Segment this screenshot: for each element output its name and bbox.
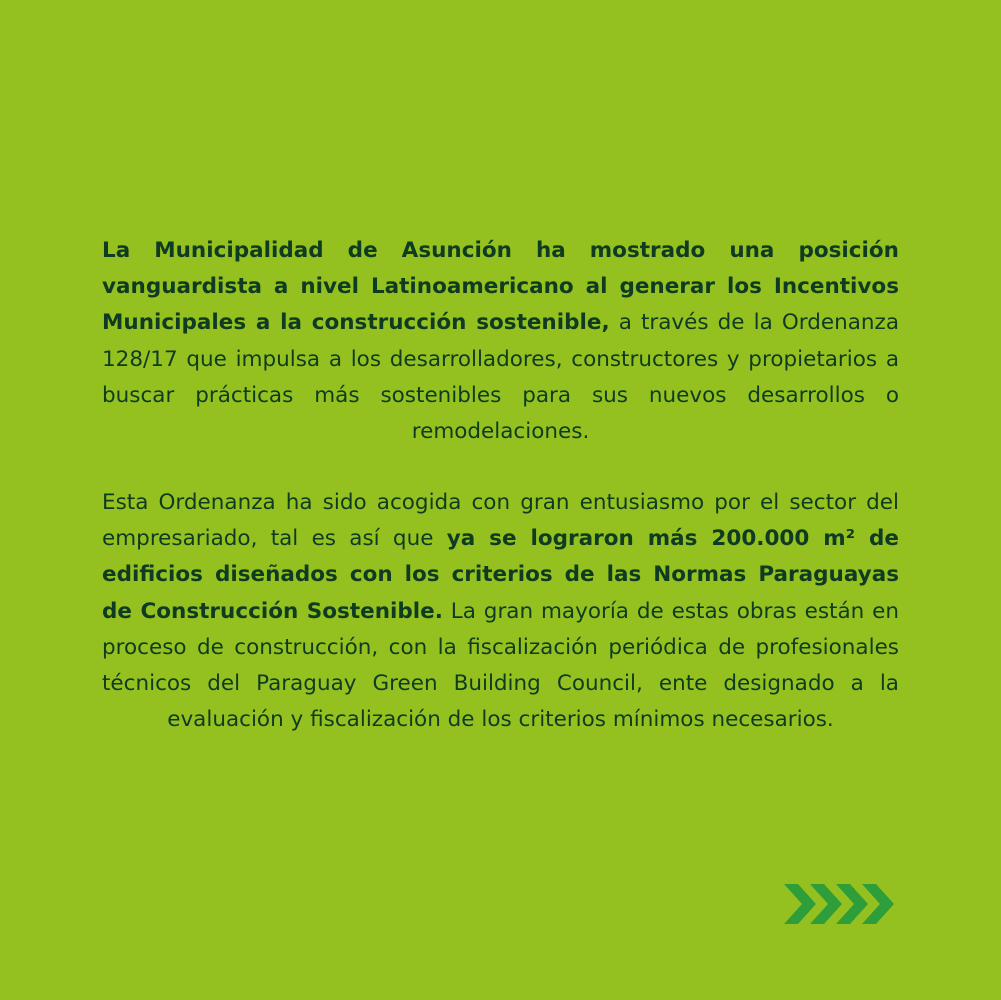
paragraph-1-regular: a través de la Ordenanza 128/17 que impulsa a los desarrolladores, constructores y propietarios a buscar prácticas más sostenibles para sus nuevos desarrollos o remodelaciones. <box>102 310 899 445</box>
paragraph-2-outro: La gran mayoría de estas obras están en proceso de construcción, con la fiscalización periódica de profesionales técnicos del Paraguay Green Building Council, ente designado a la evaluación y fiscalización de los criterios mínimos necesarios. <box>102 598 899 733</box>
paragraph-2 <box>102 485 899 738</box>
paragraph-1 <box>102 233 899 450</box>
paragraph-2-intro: Esta Ordenanza ha sido acogida con gran entusiasmo por el sector del empresariado, tal es así que <box>102 490 899 552</box>
paragraph-2-bold: ya se lograron más 200.000 m² de edificios diseñados con los criterios de las Normas Paraguayas de Construcción Sostenible. <box>102 526 899 624</box>
chevron-1-icon <box>784 884 816 924</box>
chevron-arrows-icon[interactable] <box>784 882 894 926</box>
paragraph-1-bold: La Municipalidad de Asunción ha mostrado una posición vanguardista a nivel Latinoamericano al generar los Incentivos Municipales a la construcción sostenible, <box>102 238 899 336</box>
